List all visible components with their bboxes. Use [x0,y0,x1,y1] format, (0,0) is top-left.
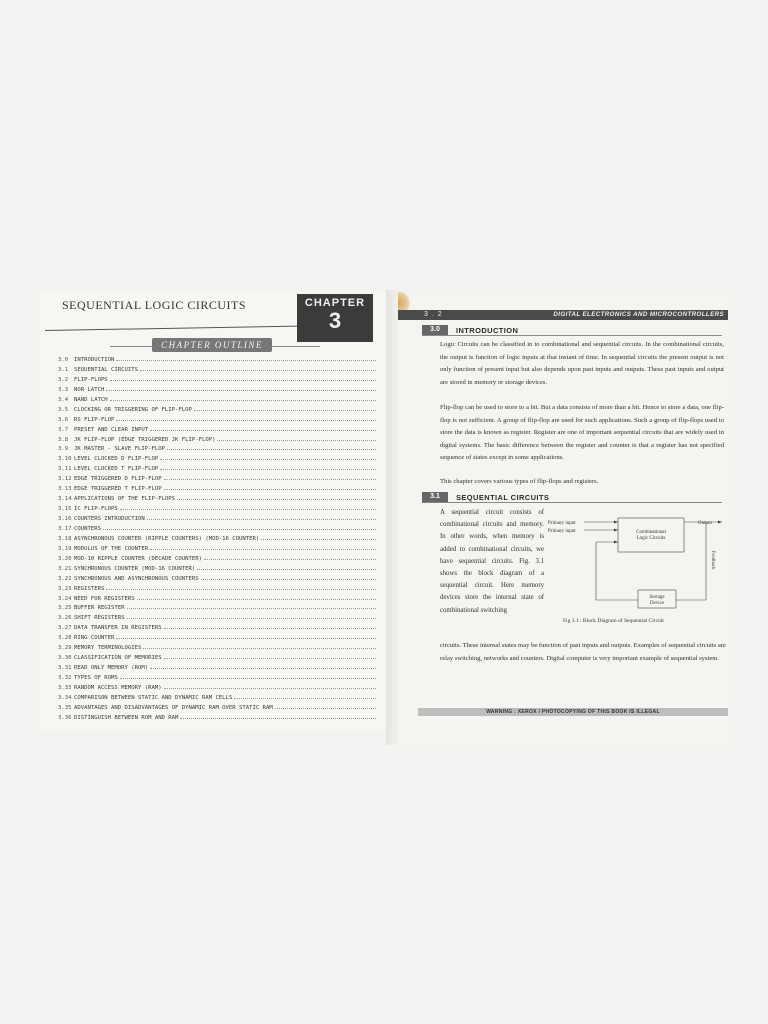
toc-entry-title: MEMORY TERMINOLOGIES [74,645,142,652]
section-title: SEQUENTIAL CIRCUITS [456,492,550,502]
toc-entry [58,366,378,376]
toc-leader-dots [116,638,376,639]
toc-leader-dots [261,539,376,540]
toc-entry-number: 3.10 [58,456,72,463]
toc-entry-title: COUNTERS INTRODUCTION [74,516,145,522]
toc-leader-dots [120,509,376,510]
toc-entry [58,585,378,595]
toc-entry-title: MOD-10 RIPPLE COUNTER (DECADE COUNTER) [74,555,202,562]
section-title: INTRODUCTION [456,325,519,335]
toc-entry-number: 3.27 [58,625,72,632]
toc-entry-title: INTRODUCTION [74,357,115,363]
toc-entry-number: 3.36 [58,714,72,721]
output-label: Output [698,521,712,526]
toc-entry-number: 3.23 [58,585,72,592]
toc-entry-number: 3.4 [58,396,69,403]
toc-entry-title: EDGE TRIGGERED D FLIP-FLOP [74,476,162,483]
toc-leader-dots [201,579,376,580]
toc-leader-dots [143,648,376,649]
toc-leader-dots [164,489,376,490]
intro-paragraph-3: This chapter covers various types of flip-flops and registers. [440,478,599,485]
toc-entry-number: 3.16 [58,516,72,522]
toc-entry [58,396,378,406]
combinational-label-2: Logic Circuits [636,536,666,541]
toc-leader-dots [127,608,376,609]
toc-entry-number: 3.13 [58,486,72,493]
toc-leader-dots [275,708,376,709]
toc-entry-title: RANDOM ACCESS MEMORY (RAM) [74,684,162,691]
combinational-label-1: Combinational [636,530,666,535]
toc-leader-dots [197,569,376,570]
toc-entry [58,644,378,654]
toc-entry-number: 3.25 [58,605,72,612]
toc-entry [58,455,378,465]
toc-entry-title: EDGE TRIGGERED T FLIP-FLOP [74,486,162,493]
toc-entry [58,674,378,684]
toc-entry [58,445,378,455]
toc-entry [58,604,378,614]
toc-leader-dots [164,479,376,480]
toc-entry-number: 3.21 [58,565,72,572]
primary-input-label-2: Primary input [548,529,576,534]
toc-entry-number: 3.30 [58,655,72,662]
toc-entry [58,565,378,575]
toc-leader-dots [106,589,376,590]
toc-entry-number: 3.29 [58,645,72,652]
toc-entry-number: 3.7 [58,426,69,433]
section-number: 3.1 [422,492,448,502]
toc-entry [58,376,378,386]
toc-entry-number: 3.20 [58,555,72,562]
toc-entry-title: ASYNCHRONOUS COUNTER (RIPPLE COUNTERS) (MOD-16 COUNTER) [74,535,260,542]
sequential-circuit-description: A sequential circuit consists of combinational circuits and memory. In other words, when memory is added to combinational circuits, we have sequential circuits. Fig. 3.1 shows the block diagram of a sequential circuit. Here memory devices store the internal state of combinational switching [440,509,544,614]
toc-entry [58,495,378,505]
toc-entry-title: NAND LATCH [74,396,108,403]
toc-entry-number: 3.3 [58,386,69,393]
toc-entry [58,436,378,446]
toc-entry-title: JK FLIP-FLOP (EDGE TRIGGERED JK FLIP-FLOP) [74,436,216,443]
toc-entry-number: 3.24 [58,595,72,602]
toc-entry-number: 3.11 [58,466,72,473]
toc-entry [58,614,378,624]
toc-entry-title: SYNCHRONOUS AND ASYNCHRONOUS COUNTERS [74,575,199,582]
toc-entry [58,386,378,396]
toc-entry-title: SEQUENTIAL CIRCUITS [74,366,138,373]
toc-entry-title: CLASSIFICATION OF MEMORIES [74,655,162,662]
toc-entry-number: 3.22 [58,575,72,582]
toc-leader-dots [147,519,376,520]
page-number: 3 . 2 [424,311,443,318]
feedback-label: Feedback [710,550,715,570]
toc-entry-title: LEVEL CLOCKED D FLIP-FLOP [74,456,159,463]
right-page [398,292,728,747]
toc-leader-dots [127,618,376,619]
left-page [40,290,385,730]
toc-entry [58,406,378,416]
toc-entry-title: JK MASTER - SLAVE FLIP-FLOP [74,446,165,453]
toc-entry [58,684,378,694]
toc-entry-number: 3.26 [58,615,72,622]
toc-leader-dots [110,400,376,401]
toc-entry-number: 3.28 [58,635,72,642]
combinational-logic-block [618,518,684,552]
toc-entry [58,475,378,485]
toc-leader-dots [180,718,376,719]
toc-entry-number: 3.18 [58,535,72,542]
toc-entry-number: 3.0 [58,357,69,363]
toc-leader-dots [164,658,376,659]
toc-entry-title: NEED FOR REGISTERS [74,595,135,602]
toc-entry [58,426,378,436]
toc-entry-number: 3.12 [58,476,72,483]
toc-leader-dots [120,678,376,679]
chapter-title: SEQUENTIAL LOGIC CIRCUITS [62,298,247,312]
toc-entry-number: 3.2 [58,376,69,383]
toc-entry [58,595,378,605]
section-number: 3.0 [422,325,448,335]
toc-leader-dots [150,430,376,431]
toc-entry-title: COUNTERS [74,525,101,532]
toc-leader-dots [150,668,376,669]
toc-entry-title: COMPARISON BETWEEN STATIC AND DYNAMIC RAM CELLS [74,694,233,701]
toc-entry-title: IC FLIP-FLOPS [74,506,118,513]
toc-entry [58,654,378,664]
title-divider [45,326,297,331]
toc-entry-title: DISTINGUISH BETWEEN ROM AND RAM [74,714,179,721]
toc-entry [58,535,378,545]
toc-entry-number: 3.35 [58,704,72,711]
toc-entry [58,664,378,674]
toc-entry-number: 3.5 [58,406,69,413]
toc-entry-title: TYPES OF ROMS [74,675,118,681]
chapter-badge [297,294,373,342]
section-heading-sequential-circuits [422,492,549,502]
toc-leader-dots [164,688,376,689]
storage-label-1: Storage [649,595,665,600]
toc-leader-dots [116,420,376,421]
toc-entry [58,714,378,724]
toc-entry [58,416,378,426]
toc-entry-title: ADVANTAGES AND DISADVANTAGES OF DYNAMIC RAM OVER STATIC RAM [74,704,273,711]
table-of-contents [58,356,378,724]
storage-label-2: Device [649,601,665,606]
sequential-circuit-continued: circuits. These internal states may be function of past inputs and outputs. Examples of sequential circuits are relay switching, networks and counters. Digital computer is very important example of sequential system. [440,642,726,662]
toc-leader-dots [204,559,376,560]
intro-paragraph-2: Flip-flop can be used to store to a bit. But a data consists of more than a bit. Hence to store a data, one flip-flop is not sufficient. A group of flip-flop are used for such applications. Such a group of flip-flops used to store the data is known as register. Register are one of important sequential circuits that are widely used in digital systems. The basic difference between the register and counter is that a register has not specified sequence of states except in some applications. [440,404,724,461]
toc-entry [58,694,378,704]
toc-entry [58,505,378,515]
toc-entry-number: 3.32 [58,675,72,681]
toc-entry-number: 3.8 [58,436,69,443]
chapter-label: CHAPTER [304,297,366,309]
toc-entry-title: NOR LATCH [74,386,105,393]
toc-entry [58,624,378,634]
copyright-warning: WARNING : XEROX / PHOTOCOPYING OF THIS BOOK IS ILLEGAL [418,708,728,716]
toc-leader-dots [217,440,376,441]
toc-entry-number: 3.9 [58,446,69,453]
toc-leader-dots [140,370,376,371]
toc-entry-title: SHIFT REGISTERS [74,615,125,622]
toc-leader-dots [116,360,376,361]
toc-entry-title: RS FLIP-FLOP [74,416,115,423]
section-rule [422,335,722,336]
toc-entry-title: APPLICATIONS OF THE FLIP-FLOPS [74,496,176,503]
toc-leader-dots [177,499,376,500]
toc-entry-title: BUFFER REGISTER [74,605,125,612]
toc-entry [58,356,378,366]
toc-entry-title: FLIP-FLOPS [74,376,108,383]
toc-entry [58,465,378,475]
toc-leader-dots [167,449,376,450]
toc-entry-title: PRESET AND CLEAR INPUT [74,426,149,433]
section-heading-introduction [422,325,518,335]
toc-entry-number: 3.15 [58,506,72,513]
chapter-number: 3 [328,308,342,333]
toc-entry-number: 3.19 [58,545,72,552]
toc-entry-number: 3.17 [58,525,72,532]
toc-entry-title: SYNCHRONOUS COUNTER (MOD-16 COUNTER) [74,565,196,572]
toc-entry [58,525,378,535]
toc-leader-dots [160,469,376,470]
toc-entry-title: LEVEL CLOCKED T FLIP-FLOP [74,466,159,473]
toc-entry-number: 3.33 [58,684,72,691]
sequential-circuit-block-diagram [546,514,726,634]
figure-caption: Fig 3.1 : Block Diagram of Sequential Circuit [563,618,664,624]
toc-entry-number: 3.31 [58,665,72,672]
book-title: DIGITAL ELECTRONICS AND MICROCONTROLLERS [553,311,724,318]
toc-leader-dots [106,390,376,391]
toc-entry-number: 3.34 [58,694,72,701]
toc-entry-title: CLOCKING OR TRIGGERING OF FLIP-FLOP [74,406,192,413]
toc-leader-dots [110,380,376,381]
toc-entry [58,555,378,565]
toc-entry-title: RING COUNTER [74,635,115,642]
toc-leader-dots [194,410,376,411]
toc-leader-dots [234,698,376,699]
toc-entry [58,704,378,714]
toc-entry [58,485,378,495]
toc-entry [58,515,378,525]
toc-leader-dots [103,529,376,530]
toc-entry-title: REGISTERS [74,585,105,592]
toc-entry-title: MODULUS OF THE COUNTER [74,545,149,552]
toc-entry-number: 3.1 [58,366,69,373]
toc-entry [58,575,378,585]
toc-entry [58,545,378,555]
toc-leader-dots [137,599,376,600]
toc-leader-dots [164,628,376,629]
toc-leader-dots [160,459,376,460]
intro-paragraph-1: Logic Circuits can be classified in to combinational and sequential circuits. In the combinational circuits, the output is function of logic inputs at that instant of time. In sequential circuits the present output is not only function of present input but also depends upon past inputs and outputs. These past inputs and output are stored in memory or storage devices. [440,341,724,386]
toc-entry-title: READ ONLY MEMORY (ROM) [74,665,149,672]
toc-entry-number: 3.6 [58,416,69,423]
chapter-outline-banner: CHAPTER OUTLINE [152,338,272,352]
toc-entry [58,634,378,644]
toc-entry-title: DATA TRANSFER IN REGISTERS [74,625,162,632]
toc-leader-dots [150,549,376,550]
primary-input-label-1: Primary input [548,521,576,526]
toc-entry-number: 3.14 [58,496,72,503]
section-rule [422,502,722,503]
